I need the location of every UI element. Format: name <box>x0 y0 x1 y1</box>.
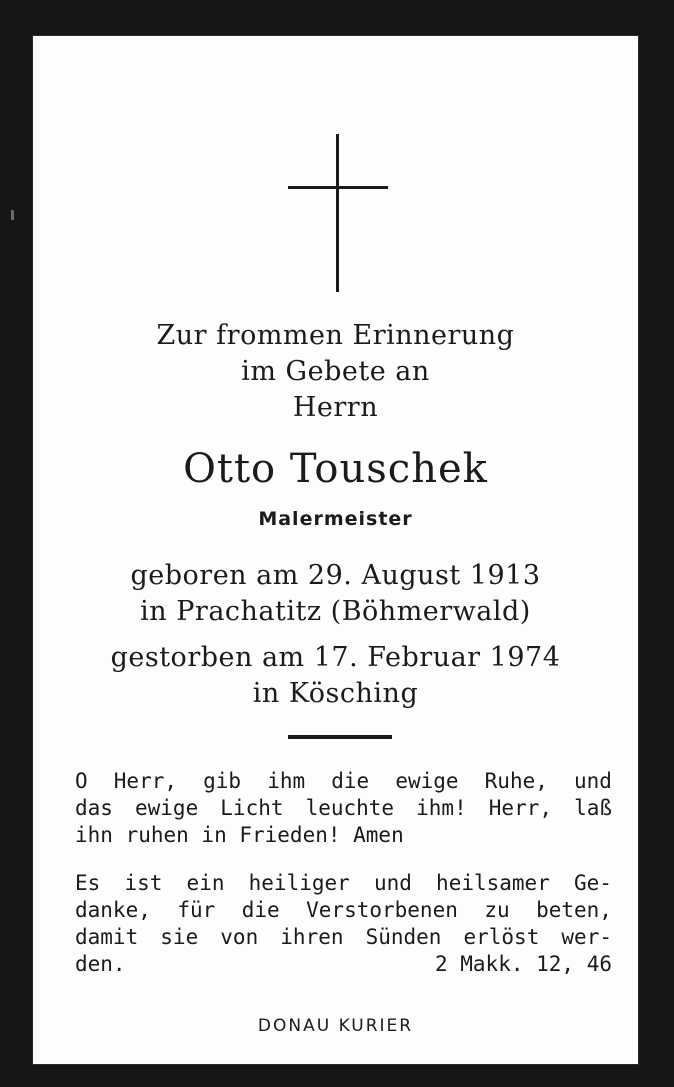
word: Verstorbenen <box>306 898 458 922</box>
word: Ge- <box>574 871 612 895</box>
word: laß <box>574 796 612 820</box>
occupation: Malermeister <box>258 508 413 530</box>
word: zu <box>484 898 510 922</box>
publisher-name: DONAU KURIER <box>257 1016 414 1036</box>
word: erlöst <box>463 925 540 949</box>
word: das <box>75 796 113 820</box>
memorial-card <box>33 36 638 1064</box>
word: gib <box>203 769 242 793</box>
prayer-paragraph <box>75 768 612 849</box>
word: die <box>241 898 280 922</box>
cross-vertical-bar <box>336 134 339 292</box>
word: ewige <box>135 796 199 820</box>
word: ihren <box>280 925 344 949</box>
prayer-row-2 <box>75 795 612 822</box>
verse-row-2 <box>75 897 612 924</box>
word: ein <box>186 871 225 895</box>
word: und <box>574 769 612 793</box>
born-date-line: geboren am 29. August 1913 <box>130 560 541 591</box>
died-date-line: gestorben am 17. Februar 1974 <box>110 642 561 673</box>
word: beten, <box>536 898 612 922</box>
verse-last-word: den. <box>75 952 126 976</box>
born-place-line: in Prachatitz (Böhmerwald) <box>140 596 531 627</box>
deceased-name: Otto Touschek <box>183 446 488 492</box>
bible-reference: 2 Makk. 12, 46 <box>434 952 612 976</box>
divider-rule <box>288 735 392 739</box>
word: Herr, <box>113 769 177 793</box>
cross-icon <box>288 134 388 292</box>
word: Sünden <box>365 925 442 949</box>
word: ist <box>124 871 163 895</box>
word: von <box>220 925 259 949</box>
word: heilsamer <box>436 871 550 895</box>
intro-line-1: Zur frommen Erinnerung <box>156 320 515 351</box>
verse-row-4 <box>75 951 612 978</box>
word: für <box>177 898 216 922</box>
word: ewige <box>395 769 459 793</box>
word: ihm <box>267 769 306 793</box>
scan-speck <box>11 210 14 220</box>
word: sie <box>160 925 199 949</box>
word: damit <box>75 925 139 949</box>
died-place-line: in Kösching <box>252 678 419 709</box>
word: Herr, <box>488 796 552 820</box>
verse-row-1 <box>75 870 612 897</box>
cross-horizontal-bar <box>288 186 388 189</box>
word: Es <box>75 871 101 895</box>
word: O <box>75 769 88 793</box>
intro-line-2: im Gebete an <box>241 356 430 387</box>
word: leuchte <box>305 796 395 820</box>
intro-line-3: Herrn <box>292 392 379 423</box>
prayer-row-3: ihn ruhen in Frieden! Amen <box>75 823 404 847</box>
verse-paragraph <box>75 870 612 978</box>
prayer-row-1 <box>75 768 612 795</box>
word: Licht <box>220 796 284 820</box>
word: wer- <box>561 925 612 949</box>
word: heiliger <box>248 871 350 895</box>
word: danke, <box>75 898 151 922</box>
word: Ruhe, <box>484 769 548 793</box>
word: und <box>373 871 412 895</box>
word: ihm! <box>416 796 467 820</box>
verse-row-3 <box>75 924 612 951</box>
word: die <box>331 769 370 793</box>
